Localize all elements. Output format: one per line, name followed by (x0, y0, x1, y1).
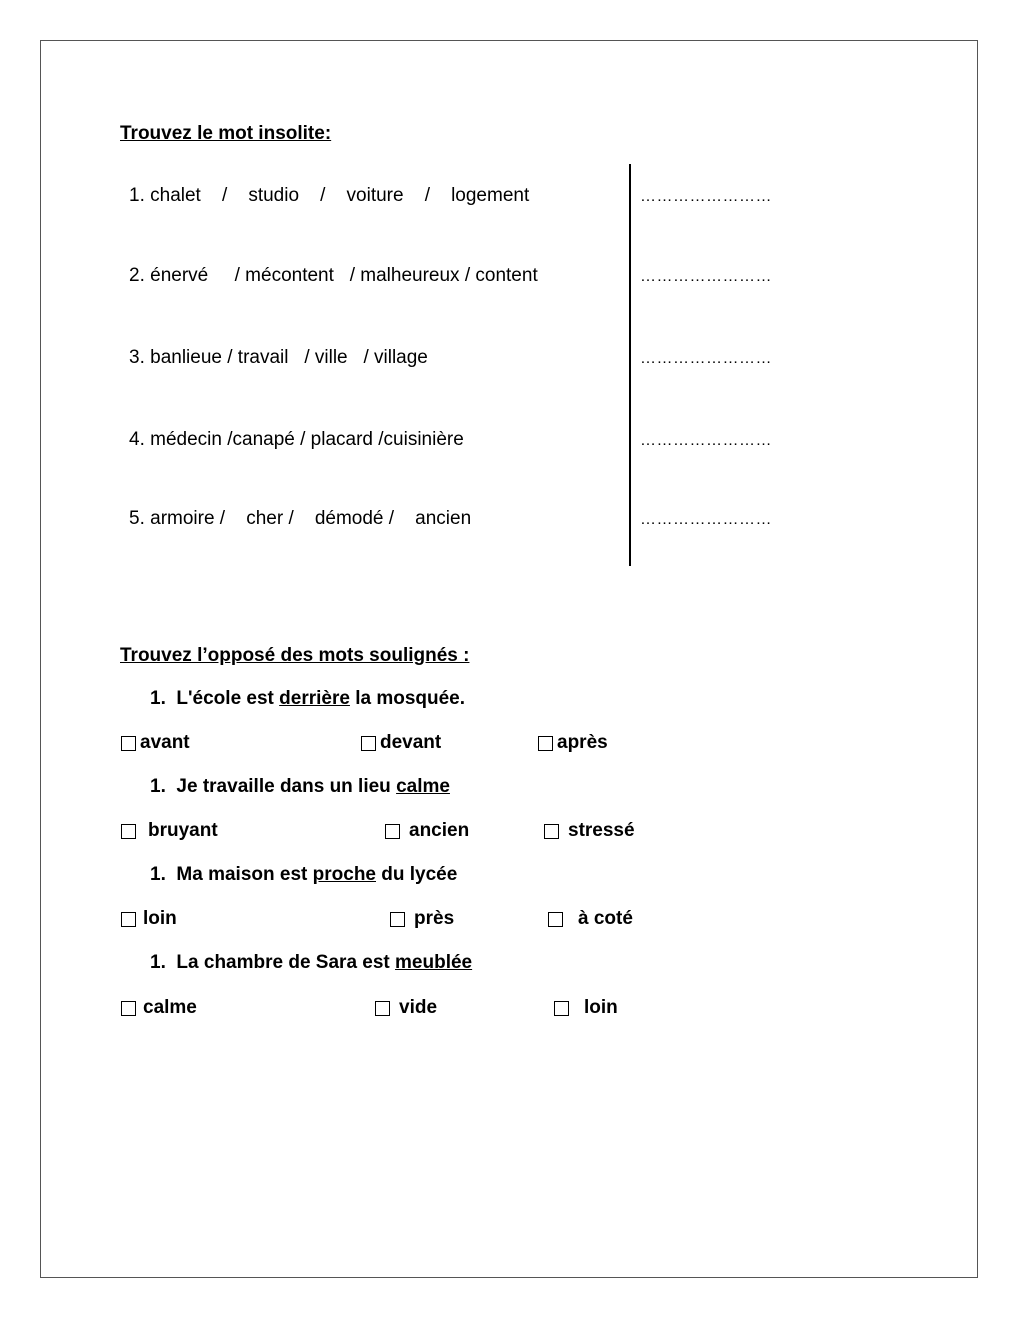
checkbox-icon[interactable] (544, 824, 559, 839)
checkbox-icon[interactable] (390, 912, 405, 927)
answer-blank-5[interactable]: …………………… (640, 511, 772, 528)
checkbox-icon[interactable] (538, 736, 553, 751)
answer-blank-4[interactable]: …………………… (640, 432, 772, 449)
odd-word-item-3: 3. banlieue / travail / ville / village (129, 347, 428, 368)
question-text-after: du lycée (376, 864, 458, 885)
odd-word-item-2: 2. énervé / mécontent / malheureux / content (129, 265, 538, 286)
question-number: 1. (150, 688, 166, 709)
option-label: calme (143, 997, 197, 1018)
checkbox-icon[interactable] (375, 1001, 390, 1016)
question-text-after: la mosquée. (349, 688, 466, 709)
odd-word-item-4: 4. médecin /canapé / placard /cuisinière (129, 429, 464, 450)
option-avant[interactable] (121, 732, 190, 754)
option-label: à coté (578, 908, 633, 929)
option-ancien[interactable] (385, 820, 469, 842)
option-label: devant (380, 732, 442, 753)
question-text-before: Ma maison est (176, 864, 313, 885)
option-label: loin (143, 908, 177, 929)
option-label: vide (399, 997, 438, 1018)
column-divider (629, 164, 631, 566)
section2-title: Trouvez l’opposé des mots soulignés : (120, 645, 470, 666)
checkbox-icon[interactable] (385, 824, 400, 839)
option-calme[interactable] (121, 997, 197, 1019)
checkbox-icon[interactable] (121, 912, 136, 927)
checkbox-icon[interactable] (548, 912, 563, 927)
odd-word-item-5: 5. armoire / cher / démodé / ancien (129, 508, 472, 529)
checkbox-icon[interactable] (121, 1001, 136, 1016)
underlined-word: meublée (395, 952, 473, 973)
underlined-word: proche (312, 864, 376, 885)
option-stresse[interactable] (544, 820, 635, 842)
option-label: après (557, 732, 608, 753)
question-number: 1. (150, 864, 166, 885)
option-label: bruyant (148, 820, 218, 841)
question-text-before: La chambre de Sara est (176, 952, 396, 973)
question-text-before: L'école est (176, 688, 280, 709)
answer-blank-1[interactable]: …………………… (640, 188, 772, 205)
question-4 (150, 952, 472, 974)
question-number: 1. (150, 776, 166, 797)
option-vide[interactable] (375, 997, 437, 1019)
option-a-cote[interactable] (548, 908, 633, 930)
question-number: 1. (150, 952, 166, 973)
option-label: avant (140, 732, 190, 753)
answer-blank-2[interactable]: …………………… (640, 268, 772, 285)
option-label: loin (584, 997, 618, 1018)
question-3 (150, 864, 457, 886)
question-text-before: Je travaille dans un lieu (176, 776, 397, 797)
checkbox-icon[interactable] (121, 824, 136, 839)
option-pres[interactable] (390, 908, 454, 930)
option-label: ancien (409, 820, 470, 841)
option-label: près (414, 908, 455, 929)
checkbox-icon[interactable] (361, 736, 376, 751)
odd-word-item-1: 1. chalet / studio / voiture / logement (129, 185, 530, 206)
option-apres[interactable] (538, 732, 608, 754)
section1-title: Trouvez le mot insolite: (120, 123, 332, 144)
option-bruyant[interactable] (121, 820, 218, 842)
underlined-word: derrière (279, 688, 350, 709)
question-1 (150, 688, 465, 710)
underlined-word: calme (396, 776, 450, 797)
option-devant[interactable] (361, 732, 441, 754)
answer-blank-3[interactable]: …………………… (640, 350, 772, 367)
option-loin[interactable] (121, 908, 177, 930)
question-2 (150, 776, 450, 798)
option-label: stressé (568, 820, 635, 841)
option-loin-2[interactable] (554, 997, 618, 1019)
checkbox-icon[interactable] (554, 1001, 569, 1016)
checkbox-icon[interactable] (121, 736, 136, 751)
